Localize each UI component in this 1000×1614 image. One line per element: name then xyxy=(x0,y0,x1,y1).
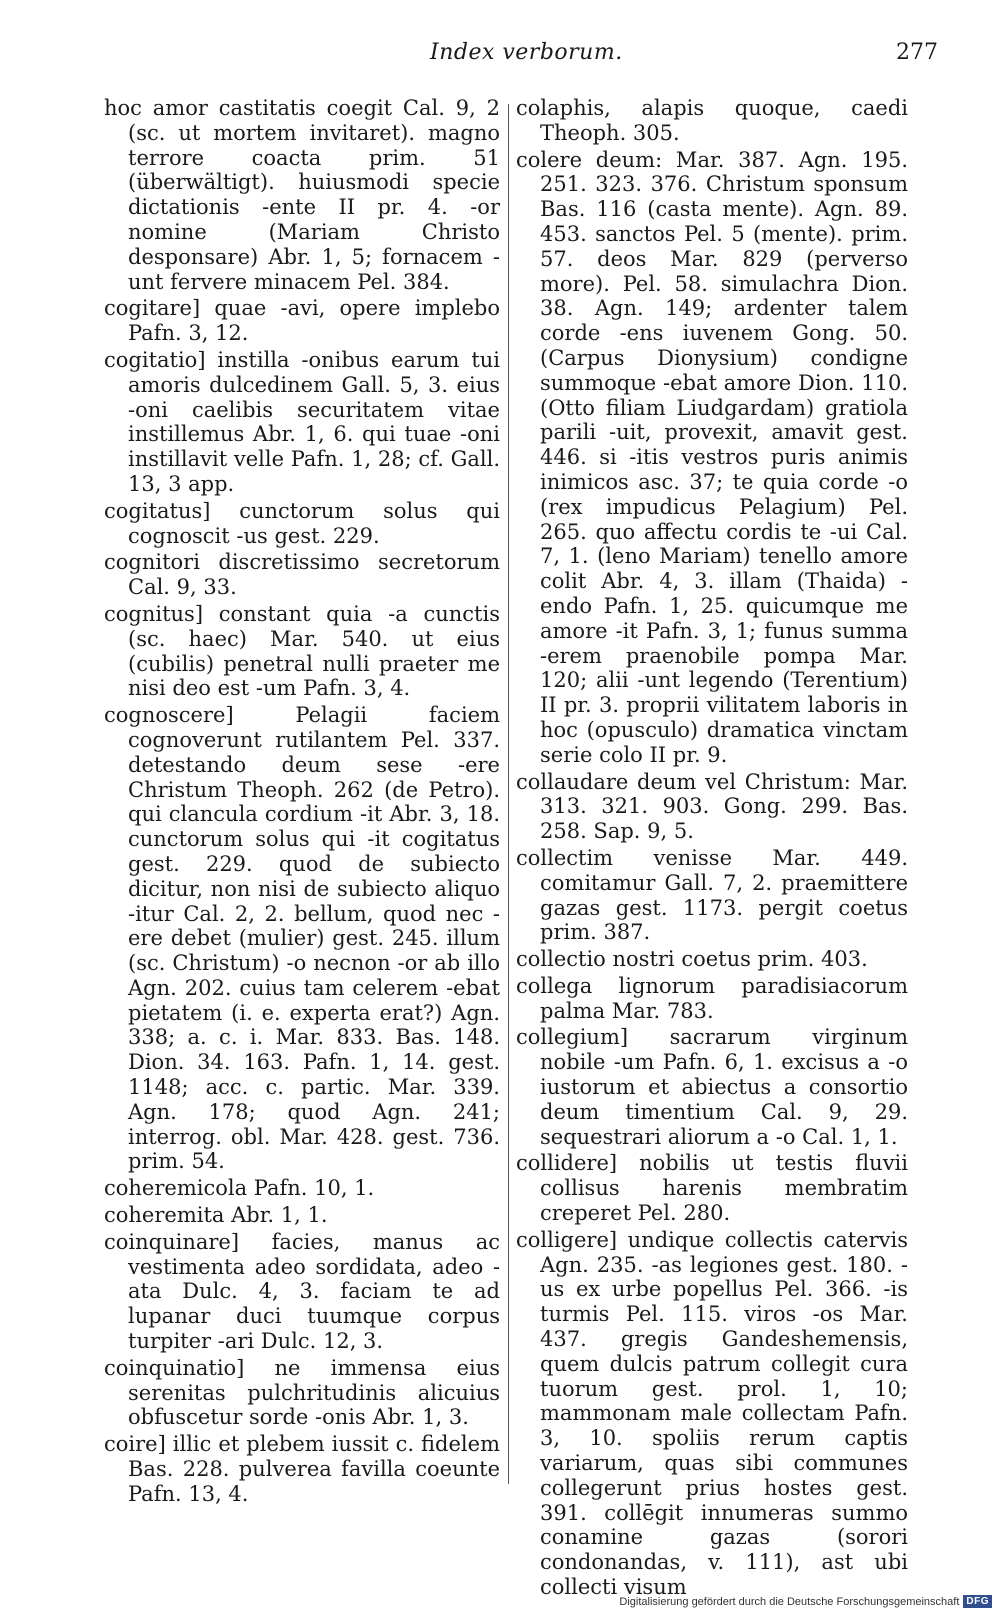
entry-text: cognitori discretissimo secretorum Cal. 9, 33. xyxy=(104,550,500,600)
index-entry xyxy=(104,96,500,294)
entry-text: colaphis, alapis quoque, caedi Theoph. 305. xyxy=(516,96,908,145)
dfg-logo-icon: DFG xyxy=(963,1595,992,1608)
entry-text: colere deum: Mar. 387. Agn. 195. 251. 323. 376. Christum sponsum Bas. 116 (casta mente). Agn. 89. 453. sanctos Pel. 5 (mente). prim. 57. deos Mar. 829 (perverso more). Pel. 58. simulachra Dion. 38. Agn. 149; ardenter talem corde -ens iuvenem Gong. 50. (Carpus Dionysium) condigne summoque -ebat amore Dion. 110. (Otto filiam Liudgardam) gratiola parili -uit, provexit, amavit gest. 446. si -itis vestros puris animis inimicos asc. 37; te quia corde -o (rex impudicus Pelagium) Pel. 265. quo affectu cordis te -ui Cal. 7, 1. (leno Mariam) tenello amore colit Abr. 4, 3. illam (Thaida) -endo Pafn. 1, 25. quicumque me amore -it Pafn. 3, 1; funus summa -erem praenobile pompa Mar. 120; alii -unt legendo (Terentium) II pr. 3. proprii vilitatem laboris in hoc (opusculo) dramatica vinctam serie colo II pr. 9. xyxy=(516,147,908,767)
index-entry xyxy=(516,846,908,945)
index-entry xyxy=(104,499,500,549)
entry-text: cognoscere] Pelagii faciem cognoverunt rutilantem Pel. 337. detestando deum sese -ere Christum Theoph. 262 (de Petro). qui clancula cordium -it Abr. 3, 18. cunctorum solus qui -it cogitatus gest. 229. quod de subiecto dicitur, non nisi de subiecto aliquo -itur Cal. 2, 2. bellum, quod nec -ere debet (mulier) gest. 245. illum (sc. Christum) -o necnon -or ab illo Agn. 202. cuius tam celerem -ebat pietatem (i. e. experta erat?) Agn. 338; a. c. i. Mar. 833. Bas. 148. Dion. 34. 163. Pafn. 1, 14. gest. 1148; acc. c. partic. Mar. 339. Agn. 178; quod Agn. 241; interrog. obl. Mar. 428. gest. 736. prim. 54. xyxy=(104,703,500,1174)
index-entry xyxy=(516,1025,908,1149)
page-number: 277 xyxy=(896,40,938,65)
right-column xyxy=(516,96,908,1602)
entry-text: coinquinare] facies, manus ac vestimenta adeo sordidata, adeo -ata Dulc. 4, 3. faciam te ad lupanar duci tuumque corpus turpiter -ari Dulc. 12, 3. xyxy=(104,1229,500,1354)
index-entry xyxy=(104,1356,500,1430)
entry-text: cogitatus] cunctorum solus qui cognoscit -us gest. 229. xyxy=(104,498,500,548)
entry-text: cogitatio] instilla -onibus earum tui amoris dulcedinem Gall. 5, 3. eius -oni caelibis securitatem vitae instillemus Abr. 1, 6. qui tuae -oni instillavit velle Pafn. 1, 28; cf. Gall. 13, 3 app. xyxy=(104,347,500,496)
index-entry xyxy=(104,1230,500,1354)
entry-text: collectim venisse Mar. 449. comitamur Gall. 7, 2. praemittere gazas gest. 1173. pergit coetus prim. 387. xyxy=(516,845,908,945)
entry-text: collegium] sacrarum virginum nobile -um Pafn. 6, 1. excisus a -o iustorum et abiectus a consortio deum timentium Cal. 9, 29. sequestrari aliorum a -o Cal. 1, 1. xyxy=(516,1025,908,1149)
index-entry xyxy=(516,974,908,1024)
entry-text: cognitus] constant quia -a cunctis (sc. haec) Mar. 540. ut eius (cubilis) penetral nulli praeter me nisi deo est -um Pafn. 3, 4. xyxy=(104,601,500,701)
index-entry xyxy=(516,1228,908,1600)
entry-text: collidere] nobilis ut testis fluvii collisus harenis membratim creperet Pel. 280. xyxy=(516,1151,908,1226)
left-column xyxy=(104,96,500,1509)
column-divider xyxy=(508,104,509,1484)
index-entry xyxy=(104,1203,500,1228)
entry-text: collectio nostri coetus prim. 403. xyxy=(516,947,868,972)
credit-text: Digitalisierung gefördert durch die Deutsche Forschungsgemeinschaft xyxy=(619,1595,960,1608)
digitization-credit xyxy=(619,1595,992,1608)
entry-text: coinquinatio] ne immensa eius serenitas pulchritudinis alicuius obfuscetur sorde -onis Abr. 1, 3. xyxy=(104,1355,500,1430)
index-entry xyxy=(516,148,908,768)
page-title: Index verborum. xyxy=(430,40,623,65)
index-entry xyxy=(516,947,908,972)
index-entry xyxy=(516,770,908,844)
entry-text: coheremicola Pafn. 10, 1. xyxy=(104,1176,375,1201)
index-entry xyxy=(104,1432,500,1506)
entry-text: collaudare deum vel Christum: Mar. 313. 321. 903. Gong. 299. Bas. 258. Sap. 9, 5. xyxy=(516,769,908,844)
entry-text: colligere] undique collectis catervis Agn. 235. -as legiones gest. 180. -us ex urbe popellus Pel. 366. -is turmis Pel. 115. viros -os Mar. 437. gregis Gandeshemensis, quem dulcis patrum collegit cura tuorum gest. prol. 1, 10; mammonam male collectam Pafn. 3, 10. spoliis rerum captis variarum, quas sibi communes collegerunt prius hostes gest. 391. collēgit innumeras summo conamine gazas (sorori condonandas, v. 111), ast ubi collecti visum xyxy=(516,1227,908,1600)
entry-text: coire] illic et plebem iussit c. fidelem Bas. 228. pulverea favilla coeunte Pafn. 13, 4. xyxy=(104,1432,500,1506)
entry-text: hoc amor castitatis coegit Cal. 9, 2 (sc. ut mortem invitaret). magno terrore coacta prim. 51 (überwältigt). huiusmodi specie dictationis -ente II pr. 4. -or nomine (Mariam Christo desponsare) Abr. 1, 5; fornacem -unt fervere minacem Pel. 384. xyxy=(104,96,500,294)
index-entry xyxy=(104,348,500,497)
entry-text: cogitare] quae -avi, opere implebo Pafn. 3, 12. xyxy=(104,296,500,346)
index-entry xyxy=(516,1151,908,1225)
running-head xyxy=(0,40,1000,74)
entry-text: collega lignorum paradisiacorum palma Mar. 783. xyxy=(516,973,908,1023)
index-entry xyxy=(104,550,500,600)
index-entry xyxy=(104,296,500,346)
index-entry xyxy=(104,602,500,701)
entry-text: coheremita Abr. 1, 1. xyxy=(104,1203,328,1228)
index-entry xyxy=(516,96,908,146)
index-entry xyxy=(104,1176,500,1201)
index-entry xyxy=(104,703,500,1174)
